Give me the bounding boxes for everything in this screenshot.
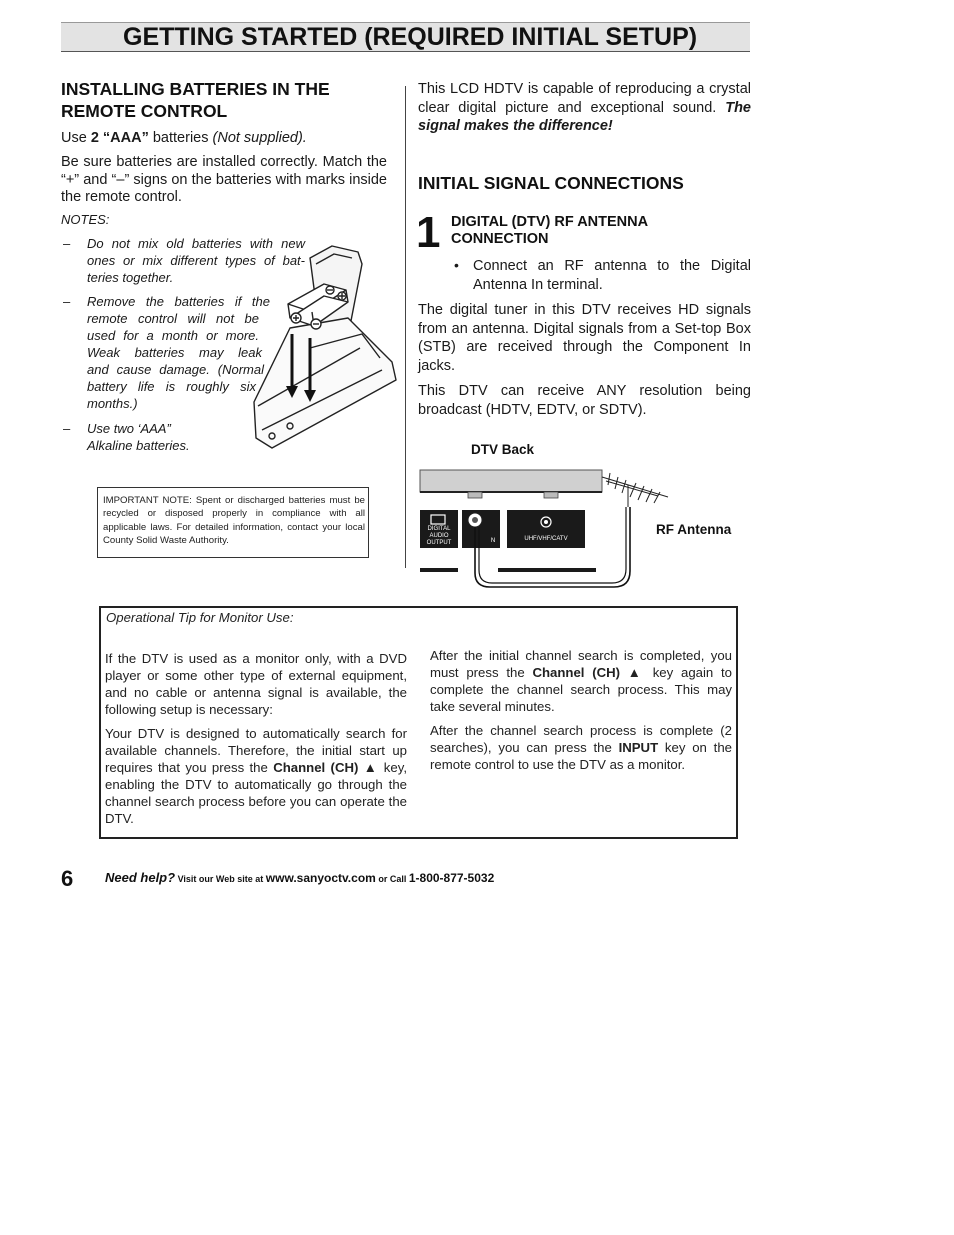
footer-help-line: Need help? Visit our Web site at www.sanyoctv.com or Call 1-800-877-5032 [105, 870, 495, 885]
digital-audio-text-2: AUDIO [429, 533, 449, 539]
column-divider [405, 86, 406, 568]
digital-audio-text-1: DIGITAL [427, 526, 451, 532]
digital-audio-text-3: OUTPUT [426, 540, 452, 546]
signal-heading: INITIAL SIGNAL CONNECTIONS [418, 173, 684, 193]
signal-para-1: The digital tuner in this DTV receives HD signals from an antenna. Digital signals from a Set-top Box (STB) are received through the Component In jacks. [418, 302, 751, 374]
tip-right-p1: After the initial channel search is completed, you must press the Channel (CH) ▲ key again to complete the channel search process. This may take several minutes. [430, 648, 733, 714]
important-note-box: IMPORTANT NOTE: Spent or discharged batteries must be recycled or disposed properly in compliance with all applicable laws. For detailed information, contact your local County Solid Waste Authority. [97, 487, 369, 558]
website-link[interactable]: www.sanyoctv.com [265, 871, 376, 885]
dtv-back-label: DTV Back [471, 442, 535, 457]
intro-text: This LCD HDTV is capable of reproducing a crystal clear digital picture and exceptional sound. The signal makes the difference! [418, 81, 751, 134]
tip-left-p1: If the DTV is used as a monitor only, with a DVD player or some other type of external equipment, and no cable or antenna signal is available, the following setup is necessary: [105, 651, 407, 717]
bullet-dot: • [454, 257, 459, 273]
batteries-heading: INSTALLING BATTERIES IN THE REMOTE CONTROL [61, 79, 330, 121]
uhf-text: UHF/VHF/CATV [524, 536, 568, 542]
page-number: 6 [61, 866, 74, 891]
tip-right-p2: After the channel search process is complete (2 searches), you can press the INPUT key on the remote control to use the DTV as a monitor. [430, 723, 733, 772]
note-dash: – [63, 421, 71, 436]
tip-left-p2: Your DTV is designed to automatically search for available channels. Therefore, the initial start up requires that you press the Channel (CH) ▲ key, enabling the DTV to automatically go through the channel search process before you can operate the DTV. [105, 726, 407, 826]
step-heading: DIGITAL (DTV) RF ANTENNA CONNECTION [451, 214, 649, 247]
step-number: 1 [416, 208, 441, 257]
bullet-text: Connect an RF antenna to the Digital Antenna In terminal. [473, 258, 751, 293]
remote-control-illustration [250, 230, 400, 460]
note-dash: – [63, 294, 71, 309]
tip-title: Operational Tip for Monitor Use: [106, 610, 294, 625]
notes-label: NOTES: [61, 212, 110, 227]
batteries-correct-text: Be sure batteries are installed correctly. Match the “+” and “–” signs on the batteries with marks inside the remote control. [61, 154, 387, 205]
phone-number: 1-800-877-5032 [408, 871, 495, 885]
rf-antenna-label: RF Antenna [656, 522, 732, 537]
antenna-in-text: N [490, 538, 496, 544]
page-title: GETTING STARTED (REQUIRED INITIAL SETUP) [123, 23, 698, 51]
title-banner [61, 22, 750, 52]
note-1: Do not mix old batteries with new ones or mix different types of bat- teries together. [87, 236, 305, 285]
connection-diagram [418, 465, 676, 593]
note-2: Remove the batteries if the remote control will not be used for a month or more. Weak batteries may leak and cause damage. (Normal battery life is roughly six months.) [87, 294, 270, 411]
note-3: Use two ‘AAA” Alkaline batteries. [87, 421, 190, 453]
signal-para-2: This DTV can receive ANY resolution being broadcast (HDTV, EDTV, or SDTV). [418, 383, 751, 418]
batteries-use-text: Use 2 “AAA” batteries (Not supplied). [61, 130, 307, 146]
note-dash: – [63, 236, 71, 251]
